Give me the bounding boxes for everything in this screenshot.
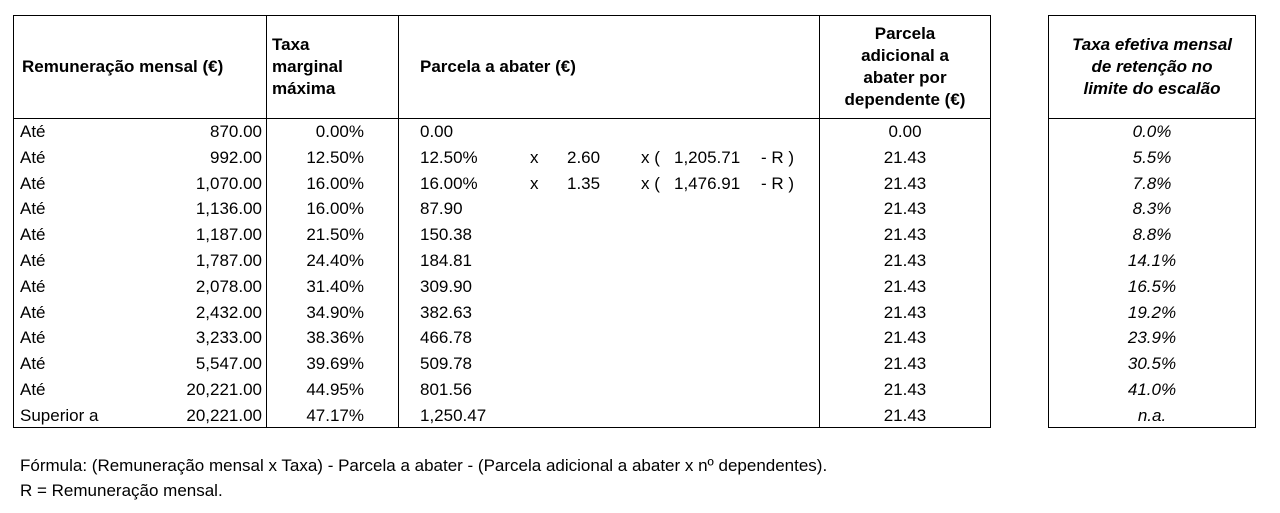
cell-dependente: 21.43 xyxy=(883,328,927,348)
cell-taxa: 21.50% xyxy=(306,225,364,245)
cell-taxa: 0.00% xyxy=(315,122,364,141)
r-definition-note: R = Remuneração mensal. xyxy=(20,481,223,500)
table-header xyxy=(14,16,990,119)
cell-parcela: 509.78 xyxy=(420,354,472,374)
cell-remuneracao: 5,547.00 xyxy=(195,354,262,374)
cell-parcela: 1,250.47 xyxy=(420,405,487,425)
cell-parcela: 309.90 xyxy=(420,276,472,296)
cell-taxa: 16.00% xyxy=(306,199,364,219)
cell-remuneracao: 20,221.00 xyxy=(186,405,262,425)
cell-taxa-efetiva: 41.0% xyxy=(1127,380,1177,399)
cell-remuneracao: 1,187.00 xyxy=(195,225,262,245)
header-taxa-line: máxima xyxy=(272,79,336,98)
cell-formula-end: - R ) xyxy=(761,147,795,167)
cell-remuneracao: 1,070.00 xyxy=(195,173,262,193)
cell-taxa: 38.36% xyxy=(306,328,364,348)
cell-dependente: 21.43 xyxy=(883,173,927,193)
cell-formula-num: 1,205.71 xyxy=(674,147,741,167)
cell-taxa: 34.90% xyxy=(306,302,364,322)
cell-parcela: 184.81 xyxy=(420,251,472,270)
cell-formula-num: 1,476.91 xyxy=(674,173,741,193)
table-row xyxy=(14,145,990,171)
cell-taxa: 16.00% xyxy=(306,173,364,193)
table-row xyxy=(14,222,990,248)
cell-taxa-efetiva: n.a. xyxy=(1137,405,1167,425)
cell-taxa: 44.95% xyxy=(306,380,364,399)
header-dependente-line: abater por xyxy=(863,68,947,87)
cell-dependente: 21.43 xyxy=(883,354,927,374)
table-row xyxy=(14,300,990,326)
cell-taxa-efetiva: 23.9% xyxy=(1127,328,1177,348)
cell-prefix: Até xyxy=(20,302,46,322)
cell-formula-x: x xyxy=(530,173,539,193)
table-row xyxy=(14,119,990,145)
cell-prefix: Até xyxy=(20,251,46,270)
cell-formula-open: x ( xyxy=(641,147,660,167)
cell-dependente: 21.43 xyxy=(883,276,927,296)
cell-taxa-efetiva: 14.1% xyxy=(1127,251,1177,270)
table-row xyxy=(14,377,990,403)
cell-parcela: 12.50% xyxy=(420,147,478,167)
cell-dependente: 21.43 xyxy=(883,147,927,167)
cell-formula-mult: 1.35 xyxy=(567,173,601,193)
cell-prefix: Até xyxy=(20,147,46,167)
cell-taxa: 47.17% xyxy=(306,405,364,425)
withholding-tax-table xyxy=(13,15,991,428)
cell-parcela: 382.63 xyxy=(420,302,472,322)
cell-parcela: 801.56 xyxy=(420,380,472,399)
cell-remuneracao: 870.00 xyxy=(210,122,262,141)
cell-dependente: 0.00 xyxy=(888,122,922,141)
cell-dependente: 21.43 xyxy=(883,405,927,425)
effective-rate-header-line: Taxa efetiva mensal xyxy=(1071,35,1232,54)
cell-remuneracao: 2,078.00 xyxy=(195,276,262,296)
effective-rate-table xyxy=(1048,15,1256,428)
header-taxa xyxy=(272,16,392,118)
header-dependente xyxy=(820,16,990,118)
cell-remuneracao: 1,787.00 xyxy=(195,251,262,270)
table-row xyxy=(14,403,990,429)
cell-taxa-efetiva: 7.8% xyxy=(1132,173,1172,193)
cell-formula-x: x xyxy=(530,147,539,167)
cell-taxa-efetiva: 0.0% xyxy=(1132,122,1172,141)
formula-note: Fórmula: (Remuneração mensal x Taxa) - Parcela a abater - (Parcela adicional a abater x nº dependentes). xyxy=(20,456,828,475)
table-row xyxy=(14,248,990,274)
cell-taxa-efetiva: 8.8% xyxy=(1132,225,1172,245)
cell-taxa-efetiva: 5.5% xyxy=(1132,147,1172,167)
cell-parcela: 0.00 xyxy=(420,122,454,141)
cell-remuneracao: 1,136.00 xyxy=(195,199,262,219)
cell-formula-open: x ( xyxy=(641,173,660,193)
cell-prefix: Até xyxy=(20,354,46,374)
table-row xyxy=(14,325,990,351)
cell-dependente: 21.43 xyxy=(883,302,927,322)
cell-dependente: 21.43 xyxy=(883,380,927,399)
cell-prefix: Até xyxy=(20,225,46,245)
cell-parcela: 150.38 xyxy=(420,225,472,245)
cell-parcela: 87.90 xyxy=(420,199,463,219)
table-row xyxy=(14,351,990,377)
header-taxa-line: Taxa xyxy=(272,35,310,54)
cell-taxa: 31.40% xyxy=(306,276,364,296)
cell-prefix: Superior a xyxy=(20,405,99,425)
header-dependente-line: Parcela xyxy=(874,24,936,43)
header-parcela xyxy=(420,16,720,118)
table-row xyxy=(14,274,990,300)
cell-parcela: 466.78 xyxy=(420,328,472,348)
effective-rate-header-line: limite do escalão xyxy=(1083,79,1221,98)
cell-remuneracao: 3,233.00 xyxy=(195,328,262,348)
header-dependente-line: adicional a xyxy=(861,46,949,65)
cell-prefix: Até xyxy=(20,380,46,399)
cell-dependente: 21.43 xyxy=(883,225,927,245)
cell-remuneracao: 2,432.00 xyxy=(195,302,262,322)
cell-taxa-efetiva: 30.5% xyxy=(1127,354,1177,374)
header-parcela-text: Parcela a abater (€) xyxy=(420,57,576,76)
cell-prefix: Até xyxy=(20,276,46,296)
table-row xyxy=(14,196,990,222)
cell-taxa-efetiva: 16.5% xyxy=(1127,276,1177,296)
header-dependente-line: dependente (€) xyxy=(844,90,966,109)
cell-prefix: Até xyxy=(20,173,46,193)
cell-prefix: Até xyxy=(20,328,46,348)
header-taxa-line: marginal xyxy=(272,57,343,76)
effective-rate-header-line: de retenção no xyxy=(1091,57,1213,76)
effective-rate-header xyxy=(1049,16,1255,119)
cell-taxa: 12.50% xyxy=(306,147,364,167)
header-remuneracao xyxy=(22,16,267,118)
cell-remuneracao: 992.00 xyxy=(210,147,262,167)
cell-dependente: 21.43 xyxy=(883,199,927,219)
cell-prefix: Até xyxy=(20,122,46,141)
cell-taxa: 39.69% xyxy=(306,354,364,374)
cell-parcela: 16.00% xyxy=(420,173,478,193)
cell-taxa-efetiva: 19.2% xyxy=(1127,302,1177,322)
cell-taxa: 24.40% xyxy=(306,251,364,270)
table-row xyxy=(14,171,990,197)
header-remuneracao-text: Remuneração mensal (€) xyxy=(22,57,224,76)
cell-taxa-efetiva: 8.3% xyxy=(1132,199,1172,219)
cell-remuneracao: 20,221.00 xyxy=(186,380,262,399)
cell-formula-mult: 2.60 xyxy=(567,147,601,167)
cell-prefix: Até xyxy=(20,199,46,219)
cell-dependente: 21.43 xyxy=(883,251,927,270)
cell-formula-end: - R ) xyxy=(761,173,795,193)
